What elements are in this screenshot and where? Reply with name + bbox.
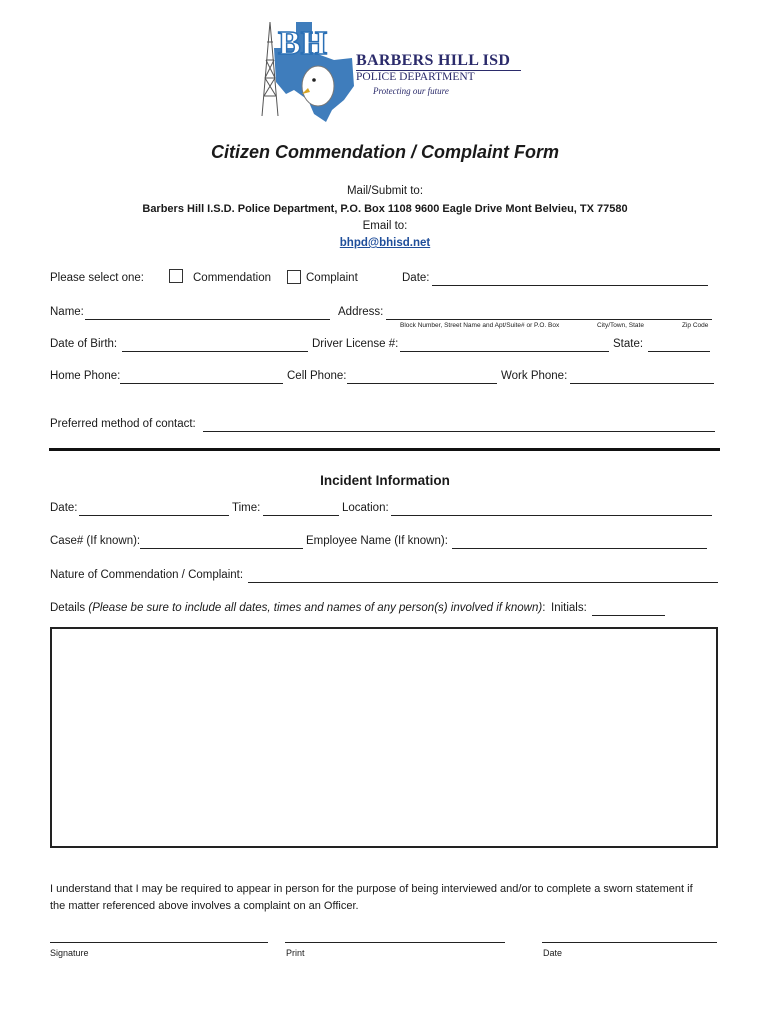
form-title: Citizen Commendation / Complaint Form — [210, 142, 559, 162]
department-logo — [256, 16, 526, 124]
incident-time-label: Time: — [232, 502, 261, 514]
email-link[interactable]: bhpd@bhisd.net — [339, 237, 431, 249]
incident-heading: Incident Information — [320, 473, 450, 488]
incident-date-label: Date: — [50, 502, 78, 514]
incident-location-field[interactable] — [391, 515, 712, 516]
date-label: Date: — [402, 272, 430, 284]
print-caption: Print — [286, 948, 305, 958]
address-hint-street: Block Number, Street Name and Apt/Suite# or P.O. Box — [400, 322, 560, 329]
statement-text: I understand that I may be required to appear in person for the purpose of being interviewed and/or to complete a sworn statement if the matter referenced above involves a complaint on an Officer. — [50, 883, 693, 912]
cell-phone-field[interactable] — [347, 383, 497, 384]
date-field[interactable] — [432, 285, 708, 286]
address-field[interactable] — [386, 319, 712, 320]
select-label: Please select one: — [50, 272, 144, 284]
employee-label: Employee Name (If known): — [306, 535, 448, 547]
mail-address: Barbers Hill I.S.D. Police Department, P.O. Box 1108 9600 Eagle Drive Mont Belvieu, TX 77580 — [142, 203, 628, 215]
case-label: Case# (If known): — [50, 535, 141, 547]
logo-org-name: BARBERS HILL ISD — [356, 52, 511, 69]
home-phone-label: Home Phone: — [50, 370, 121, 382]
details-textarea[interactable] — [50, 627, 718, 848]
work-phone-field[interactable] — [570, 383, 714, 384]
incident-time-field[interactable] — [263, 515, 339, 516]
initials-label: Initials: — [551, 602, 587, 614]
print-line[interactable] — [285, 942, 505, 943]
details-hint: (Please be sure to include all dates, times and names of any person(s) involved if known) — [88, 602, 543, 614]
address-hint-zip: Zip Code — [682, 322, 709, 329]
initials-field[interactable] — [592, 615, 665, 616]
license-field[interactable] — [400, 351, 609, 352]
name-label: Name: — [50, 306, 84, 318]
state-field[interactable] — [648, 351, 710, 352]
complaint-label: Complaint — [306, 272, 358, 284]
details-label-line — [50, 602, 545, 614]
logo-initials: BH — [278, 25, 328, 62]
preferred-contact-field[interactable] — [203, 431, 715, 432]
incident-location-label: Location: — [342, 502, 389, 514]
work-phone-label: Work Phone: — [501, 370, 568, 382]
logo-dept-name: POLICE DEPARTMENT — [356, 71, 475, 83]
nature-field[interactable] — [248, 582, 718, 583]
mail-label: Mail/Submit to: — [346, 185, 424, 197]
commendation-checkbox[interactable] — [169, 269, 183, 283]
email-label: Email to: — [362, 220, 408, 232]
preferred-contact-label: Preferred method of contact: — [50, 418, 196, 430]
incident-date-field[interactable] — [79, 515, 229, 516]
sign-date-caption: Date — [543, 948, 563, 958]
employee-field[interactable] — [452, 548, 707, 549]
dob-field[interactable] — [122, 351, 308, 352]
email-line — [0, 237, 770, 249]
sign-date-line[interactable] — [542, 942, 717, 943]
signature-caption: Signature — [50, 948, 89, 958]
complaint-checkbox[interactable] — [287, 270, 301, 284]
address-label: Address: — [338, 306, 384, 318]
dob-label: Date of Birth: — [50, 338, 118, 350]
nature-label: Nature of Commendation / Complaint: — [50, 569, 244, 581]
details-colon: : — [542, 602, 546, 614]
license-label: Driver License #: — [312, 338, 399, 350]
commendation-label: Commendation — [193, 272, 271, 284]
case-field[interactable] — [140, 548, 303, 549]
cell-phone-label: Cell Phone: — [287, 370, 347, 382]
state-label: State: — [613, 338, 644, 350]
logo-motto: Protecting our future — [373, 86, 449, 96]
home-phone-field[interactable] — [120, 383, 283, 384]
details-label: Details — [50, 602, 86, 614]
section-divider — [49, 448, 720, 451]
address-hint-city: City/Town, State — [597, 322, 644, 329]
name-field[interactable] — [85, 319, 330, 320]
signature-line[interactable] — [50, 942, 268, 943]
